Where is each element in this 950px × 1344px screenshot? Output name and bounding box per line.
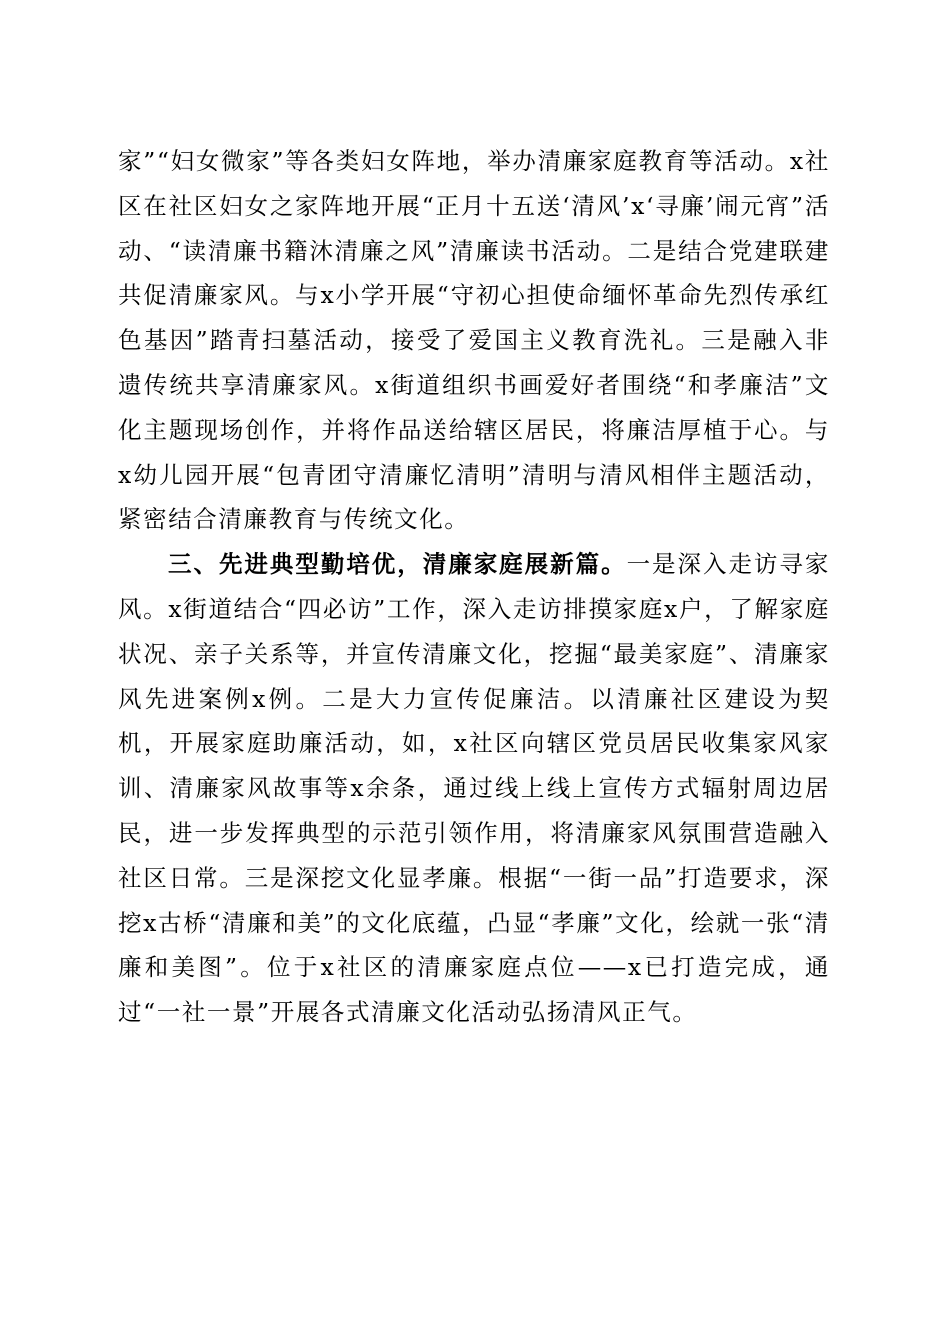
paragraph-section-three (118, 542, 830, 1035)
document-body (118, 139, 830, 1035)
paragraph-continued: 家”“妇女微家”等各类妇女阵地，举办清廉家庭教育等活动。x社区在社区妇女之家阵地开展“正月十五送‘清风’x‘寻廉’闹元宵”活动、“读清廉书籍沐清廉之风”清廉读书活动。二是结合党建联建共促清廉家风。与x小学开展“守初心担使命缅怀革命先烈传承红色基因”踏青扫墓活动，接受了爱国主义教育洗礼。三是融入非遗传统共享清廉家风。x街道组织书画爱好者围绕“和孝廉洁”文化主题现场创作，并将作品送给辖区居民，将廉洁厚植于心。与x幼儿园开展“包青团守清廉忆清明”清明与清风相伴主题活动，紧密结合清廉教育与传统文化。 (118, 147, 830, 534)
section-body: 一是深入走访寻家风。x街道结合“四必访”工作，深入走访排摸家庭x户，了解家庭状况、亲子关系等，并宣传清廉文化，挖掘“最美家庭”、清廉家风先进案例x例。二是大力宣传促廉洁。以清廉社区建设为契机，开展家庭助廉活动，如，x社区向辖区党员居民收集家风家训、清廉家风故事等x余条，通过线上线上宣传方式辐射周边居民，进一步发挥典型的示范引领作用，将清廉家风氛围营造融入社区日常。三是深挖文化显孝廉。根据“一街一品”打造要求，深挖x古桥“清廉和美”的文化底蕴，凸显“孝廉”文化，绘就一张“清廉和美图”。位于x社区的清廉家庭点位——x已打造完成，通过“一社一景”开展各式清廉文化活动弘扬清风正气。 (118, 550, 830, 1027)
section-heading: 三、先进典型勤培优，清廉家庭展新篇。 (168, 550, 627, 579)
